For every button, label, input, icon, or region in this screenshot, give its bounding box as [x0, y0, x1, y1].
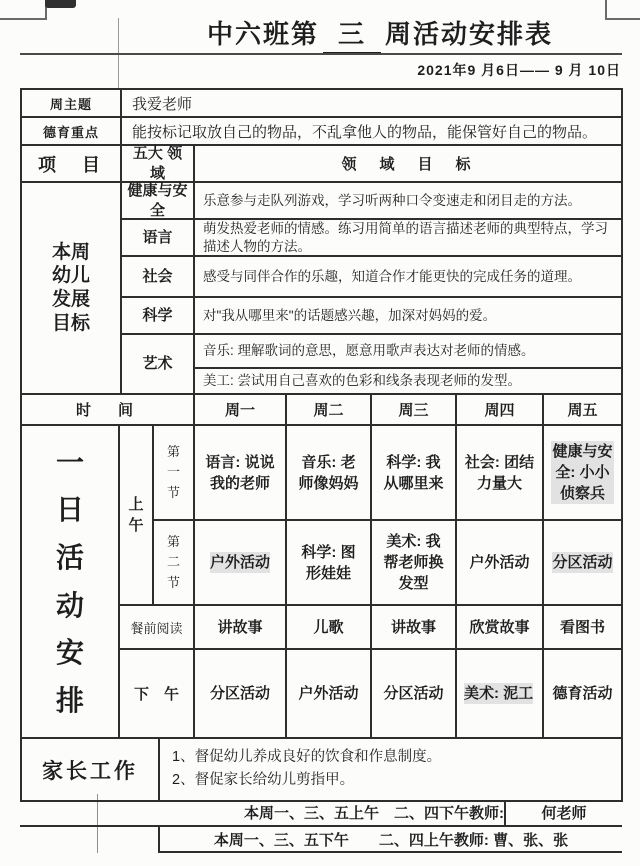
ink-smudge	[45, 0, 76, 8]
domain-language: 语言	[120, 218, 193, 255]
title-underline-rule	[20, 53, 622, 55]
day-header-mon: 周一	[193, 393, 285, 424]
schedule-table	[20, 88, 623, 802]
morning-label: 上午	[118, 424, 152, 604]
daily-activities-label: 一日活动安排	[20, 424, 118, 737]
week-theme-label: 周主题	[20, 88, 120, 116]
parent-work-line1: 1、督促幼儿养成良好的饮食和作息制度。	[172, 749, 442, 765]
teacher-line-1-name: 何老师	[504, 800, 622, 825]
domain-art: 艺术	[120, 333, 193, 393]
time-header: 时 间	[20, 393, 193, 424]
schedule-cell: 美术: 泥工	[455, 648, 542, 737]
parent-work-label: 家长工作	[20, 737, 158, 800]
schedule-cell: 欣赏故事	[455, 604, 542, 648]
schedule-cell: 语言: 说说我的老师	[193, 424, 285, 519]
goal-social: 感受与同伴合作的乐趣，知道合作才能更快的完成任务的道理。	[193, 255, 621, 296]
schedule-cell: 分区活动	[193, 648, 285, 737]
schedule-cell: 看图书	[542, 604, 621, 648]
parent-work-content	[158, 737, 621, 800]
period1-label: 第一节	[152, 424, 193, 519]
schedule-cell: 科学: 我从哪里来	[370, 424, 455, 519]
goal-art-music: 音乐: 理解歌词的意思，愿意用歌声表达对老师的情感。	[193, 333, 621, 367]
goal-health: 乐意参与走队列游戏，学习听两种口令变速走和闭目走的方法。	[193, 181, 621, 218]
moral-focus-label: 德育重点	[20, 116, 120, 144]
development-goals-label: 本周幼儿发展目标	[20, 181, 120, 393]
schedule-cell: 德育活动	[542, 648, 621, 737]
page-title	[120, 14, 640, 55]
domain-goal-header: 领 域 目 标	[193, 144, 621, 181]
schedule-cell: 户外活动	[285, 648, 370, 737]
title-week-number: 三	[323, 14, 381, 55]
goal-language: 萌发热爱老师的情感。练习用简单的语言描述老师的典型特点，学习描述人物的方法。	[193, 218, 621, 255]
day-header-fri: 周五	[542, 393, 621, 424]
afternoon-label: 下 午	[118, 648, 193, 737]
item-header: 项 目	[20, 144, 120, 181]
day-header-tue: 周二	[285, 393, 370, 424]
title-suffix: 周活动安排表	[385, 19, 554, 49]
period2-label: 第二节	[152, 519, 193, 604]
goal-art-craft: 美工: 尝试用自己喜欢的色彩和线条表现老师的发型。	[193, 367, 621, 393]
schedule-cell: 音乐: 老师像妈妈	[285, 424, 370, 519]
schedule-cell: 健康与安全: 小小侦察兵	[542, 424, 621, 519]
week-theme-value: 我爱老师	[120, 88, 621, 116]
schedule-cell: 社会: 团结力量大	[455, 424, 542, 519]
domain-social: 社会	[120, 255, 193, 296]
schedule-cell: 分区活动	[542, 519, 621, 604]
day-header-thu: 周四	[455, 393, 542, 424]
corner-mark-top-left	[0, 0, 47, 20]
date-range: 2021年9 月6日—— 9 月 10日	[417, 62, 621, 78]
teacher-line-2: 本周一、三、五下午 二、四上午教师: 曹、张、张	[158, 827, 622, 853]
schedule-cell: 科学: 图形娃娃	[285, 519, 370, 604]
schedule-cell: 美术: 我帮老师换发型	[370, 519, 455, 604]
teacher-line-1-text: 本周一、三、五上午 二、四下午教师:	[244, 805, 504, 822]
domain-health: 健康与安全	[120, 181, 193, 218]
schedule-cell: 儿歌	[285, 604, 370, 648]
schedule-cell: 户外活动	[455, 519, 542, 604]
title-prefix: 中六班第	[206, 19, 319, 49]
schedule-cell: 分区活动	[370, 648, 455, 737]
goal-science: 对"我从哪里来"的话题感兴趣，加深对妈妈的爱。	[193, 296, 621, 333]
teacher-line-1	[20, 800, 622, 827]
reading-label: 餐前阅读	[118, 604, 193, 648]
five-domains-header: 五大 领域	[120, 144, 193, 181]
schedule-cell: 户外活动	[193, 519, 285, 604]
domain-science: 科学	[120, 296, 193, 333]
schedule-cell: 讲故事	[193, 604, 285, 648]
schedule-cell: 讲故事	[370, 604, 455, 648]
moral-focus-value: 能按标记取放自己的物品，不乱拿他人的物品，能保管好自己的物品。	[120, 116, 621, 144]
parent-work-line2: 2、督促家长给幼儿剪指甲。	[172, 772, 355, 789]
day-header-wed: 周三	[370, 393, 455, 424]
